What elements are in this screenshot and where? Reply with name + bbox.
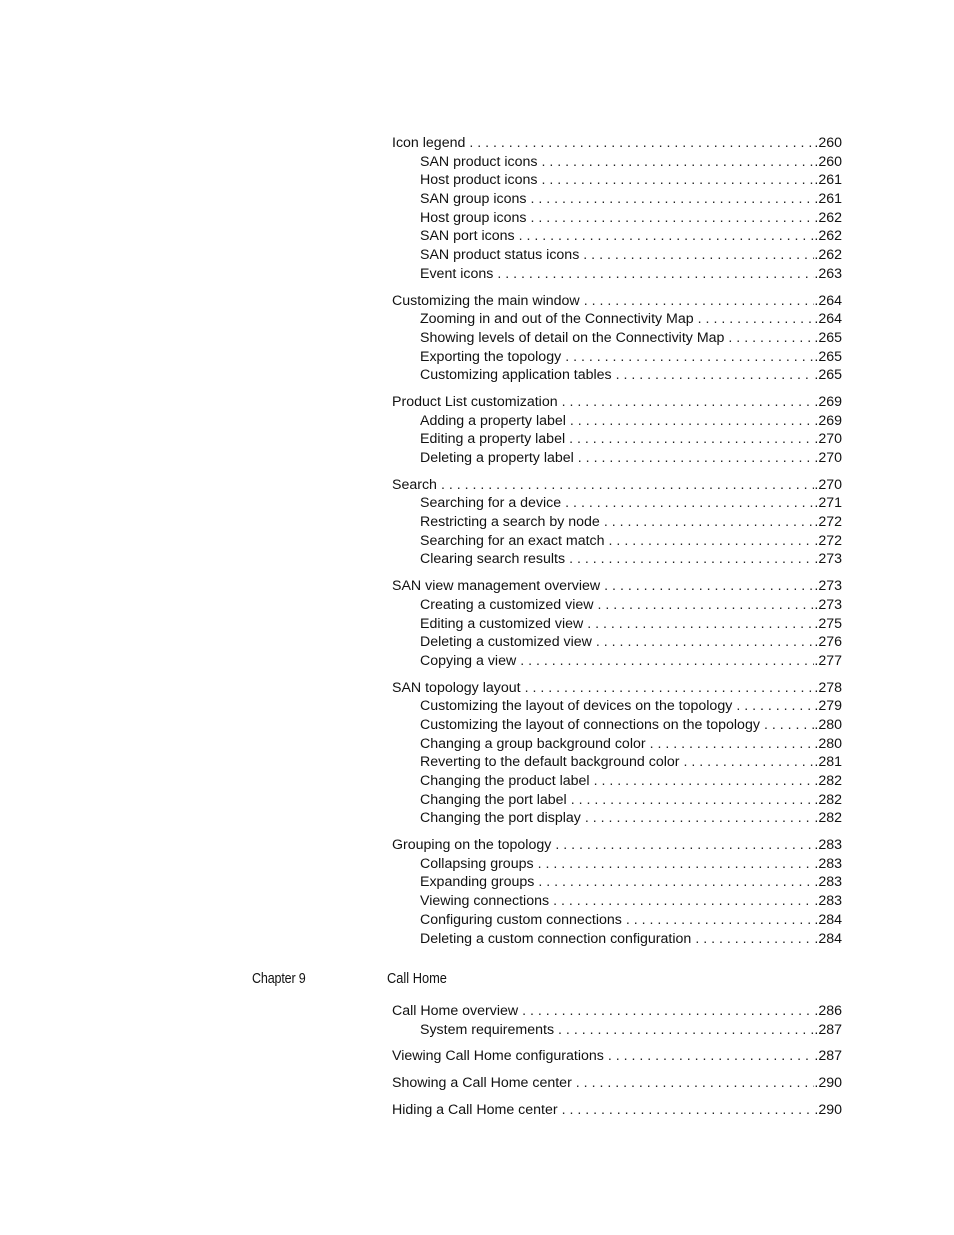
- toc-subentry[interactable]: [392, 246, 842, 265]
- toc-page-number: .264: [814, 311, 842, 328]
- dot-leader: [441, 476, 814, 495]
- toc-entry-title: Reverting to the default background color: [420, 754, 680, 771]
- toc-subentry[interactable]: [392, 753, 842, 772]
- dot-leader: [597, 596, 814, 615]
- toc-entry-title: Showing levels of detail on the Connectivity Map: [420, 329, 725, 346]
- dot-leader: [608, 1047, 815, 1066]
- toc-subentry[interactable]: [392, 171, 842, 190]
- toc-subentry[interactable]: [392, 513, 842, 532]
- dot-leader: [604, 513, 815, 532]
- dot-leader: [553, 892, 814, 911]
- toc-entry-title: Changing the product label: [420, 773, 590, 789]
- toc-subentry[interactable]: [392, 227, 842, 246]
- toc-entry-title: Grouping on the topology: [392, 837, 552, 854]
- toc-subentry[interactable]: [392, 716, 842, 735]
- dot-leader: [519, 227, 815, 246]
- dot-leader: [764, 716, 814, 735]
- toc-entry-title: Restricting a search by node: [420, 514, 600, 531]
- toc-entry-title: SAN product icons: [420, 153, 538, 170]
- toc-subentry[interactable]: [392, 1021, 842, 1040]
- dot-leader: [587, 615, 814, 634]
- dot-leader: [576, 1074, 815, 1093]
- toc-entry-title: Hiding a Call Home center: [392, 1101, 558, 1118]
- toc-page-number: .260: [814, 135, 842, 151]
- dot-leader: [520, 652, 814, 671]
- dot-leader: [569, 550, 814, 569]
- toc-subentry[interactable]: [392, 153, 842, 172]
- toc-page-number: .270: [814, 450, 842, 466]
- toc-subentry[interactable]: [392, 930, 842, 949]
- toc-entry-title: Customizing the layout of devices on the topology: [420, 698, 733, 715]
- toc-subentry[interactable]: [392, 366, 842, 385]
- toc-page-number: .283: [814, 874, 842, 891]
- toc-entry-title: SAN product status icons: [420, 247, 580, 264]
- toc-group: [392, 679, 842, 829]
- toc-entry[interactable]: [392, 393, 842, 412]
- toc-entry[interactable]: [392, 1101, 842, 1120]
- toc-subentry[interactable]: [392, 190, 842, 209]
- toc-entry-title: SAN group icons: [420, 191, 527, 208]
- toc-group: [392, 393, 842, 468]
- toc-subentry[interactable]: [392, 348, 842, 367]
- dot-leader: [584, 292, 815, 311]
- toc-entry-title: System requirements: [420, 1021, 555, 1038]
- dot-leader: [530, 190, 814, 209]
- toc-subentry[interactable]: [392, 265, 842, 284]
- dot-leader: [609, 532, 815, 551]
- toc-group: [392, 1047, 842, 1066]
- toc-subentry[interactable]: [392, 892, 842, 911]
- toc-entry[interactable]: [392, 679, 842, 698]
- dot-leader: [695, 930, 814, 949]
- toc-page-number: .265: [814, 329, 842, 346]
- toc-entry-title: Product List customization: [392, 393, 558, 410]
- toc-entry[interactable]: [392, 577, 842, 596]
- dot-leader: [650, 735, 815, 754]
- toc-page-number: .261: [814, 172, 842, 189]
- toc-subentry[interactable]: [392, 697, 842, 716]
- toc-subentry[interactable]: [392, 310, 842, 329]
- toc-entry-title: Viewing Call Home configurations: [392, 1048, 604, 1065]
- dot-leader: [569, 430, 814, 449]
- dot-leader: [596, 633, 814, 652]
- toc-entry-title: Configuring custom connections: [420, 911, 622, 928]
- toc-page-number: .281: [814, 754, 842, 771]
- dot-leader: [698, 310, 815, 329]
- toc-subentry[interactable]: [392, 615, 842, 634]
- dot-leader: [530, 209, 814, 228]
- toc-entry-title: Deleting a property label: [420, 450, 574, 466]
- toc-page-number: .284: [814, 930, 842, 947]
- dot-leader: [585, 809, 814, 828]
- toc-entry-title: Adding a property label: [420, 412, 566, 429]
- dot-leader: [565, 348, 814, 367]
- dot-leader: [570, 412, 814, 431]
- toc-page-number: .273: [814, 578, 842, 595]
- toc-page-number: .282: [814, 810, 842, 827]
- toc-group: [392, 836, 842, 948]
- chapter-heading: [252, 971, 852, 993]
- dot-leader: [583, 246, 814, 265]
- toc-group: [392, 134, 842, 284]
- toc-entry-title: Editing a customized view: [420, 615, 584, 632]
- dot-leader: [525, 679, 815, 698]
- toc-page-number: .283: [814, 893, 842, 910]
- toc-subentry[interactable]: [392, 772, 842, 791]
- toc-entry-title: Call Home overview: [392, 1003, 519, 1019]
- toc-entry-title: Customizing application tables: [420, 367, 612, 384]
- toc-entry[interactable]: [392, 476, 842, 495]
- toc-entry-title: Expanding groups: [420, 874, 535, 891]
- toc-subentry[interactable]: [392, 329, 842, 348]
- toc-page-number: .269: [814, 393, 842, 410]
- toc-page-number: .261: [814, 191, 842, 208]
- toc-page-number: .287: [814, 1048, 842, 1065]
- toc-group: [392, 292, 842, 385]
- toc-entry-title: Search: [392, 476, 437, 493]
- toc-entry-title: Customizing the layout of connections on the topology: [420, 716, 760, 733]
- toc-page-number: .262: [814, 228, 842, 245]
- toc-page-number: .271: [814, 495, 842, 512]
- toc-entry-title: Collapsing groups: [420, 855, 534, 872]
- toc-subentry[interactable]: [392, 652, 842, 671]
- dot-leader: [522, 1002, 814, 1021]
- toc-section-call-home: [392, 1002, 842, 1127]
- chapter-label: Chapter 9: [252, 971, 306, 987]
- toc-page-number: .273: [814, 551, 842, 568]
- dot-leader: [542, 171, 815, 190]
- toc-page-number: .290: [814, 1101, 842, 1118]
- toc-subentry[interactable]: [392, 791, 842, 810]
- dot-leader: [562, 393, 815, 412]
- dot-leader: [558, 1021, 814, 1040]
- dot-leader: [578, 449, 815, 468]
- toc-entry-title: Host product icons: [420, 172, 538, 189]
- toc-group: [392, 1002, 842, 1039]
- toc-entry-title: Changing a group background color: [420, 735, 646, 752]
- toc-entry-title: Deleting a custom connection configuration: [420, 930, 692, 947]
- toc-page-number: .273: [814, 596, 842, 613]
- toc-subentry[interactable]: [392, 430, 842, 449]
- toc-subentry[interactable]: [392, 596, 842, 615]
- toc-page-number: .277: [814, 652, 842, 669]
- toc-entry-title: Viewing connections: [420, 893, 550, 910]
- toc-entry[interactable]: [392, 1002, 842, 1021]
- toc-subentry[interactable]: [392, 449, 842, 468]
- toc-page-number: .284: [814, 911, 842, 928]
- toc-section-main: [392, 134, 842, 956]
- dot-leader: [626, 911, 814, 930]
- toc-subentry[interactable]: [392, 633, 842, 652]
- dot-leader: [555, 836, 814, 855]
- dot-leader: [562, 1101, 815, 1120]
- toc-entry-title: Editing a property label: [420, 431, 566, 448]
- toc-entry-title: Exporting the topology: [420, 348, 562, 365]
- dot-leader: [469, 134, 814, 153]
- toc-page-number: .265: [814, 367, 842, 384]
- toc-page-number: .290: [814, 1075, 842, 1092]
- dot-leader: [538, 855, 815, 874]
- toc-page-number: .276: [814, 634, 842, 651]
- toc-subentry[interactable]: [392, 855, 842, 874]
- toc-subentry[interactable]: [392, 911, 842, 930]
- toc-page-number: .275: [814, 615, 842, 632]
- dot-leader: [542, 153, 815, 172]
- toc-entry-title: Event icons: [420, 265, 494, 282]
- toc-entry[interactable]: [392, 836, 842, 855]
- dot-leader: [538, 873, 814, 892]
- toc-entry-title: SAN view management overview: [392, 578, 601, 595]
- toc-page-number: .272: [814, 532, 842, 549]
- toc-subentry[interactable]: [392, 494, 842, 513]
- toc-subentry[interactable]: [392, 735, 842, 754]
- toc-subentry[interactable]: [392, 809, 842, 828]
- toc-page-number: .287: [814, 1021, 842, 1038]
- toc-page-number: .283: [814, 837, 842, 854]
- toc-group: [392, 476, 842, 569]
- toc-entry[interactable]: [392, 134, 842, 153]
- chapter-title: Call Home: [387, 971, 447, 987]
- toc-subentry[interactable]: [392, 550, 842, 569]
- toc-subentry[interactable]: [392, 532, 842, 551]
- toc-entry-title: SAN port icons: [420, 228, 515, 245]
- toc-page-number: .262: [814, 209, 842, 226]
- toc-entry-title: Icon legend: [392, 135, 466, 151]
- toc-page-number: .269: [814, 412, 842, 429]
- toc-group: [392, 577, 842, 670]
- toc-subentry[interactable]: [392, 209, 842, 228]
- toc-entry-title: Searching for a device: [420, 495, 562, 512]
- toc-page-number: .282: [814, 791, 842, 808]
- toc-group: [392, 1074, 842, 1093]
- dot-leader: [565, 494, 814, 513]
- toc-page-number: .283: [814, 855, 842, 872]
- toc-entry-title: Showing a Call Home center: [392, 1075, 572, 1092]
- toc-entry-title: Customizing the main window: [392, 292, 580, 309]
- toc-page-number: .272: [814, 514, 842, 531]
- toc-entry-title: Searching for an exact match: [420, 532, 605, 549]
- toc-page-number: .280: [814, 716, 842, 733]
- toc-entry-title: SAN topology layout: [392, 679, 521, 696]
- toc-page-number: .265: [814, 348, 842, 365]
- toc-subentry[interactable]: [392, 873, 842, 892]
- toc-page-number: .262: [814, 247, 842, 264]
- toc-entry[interactable]: [392, 1074, 842, 1093]
- toc-page-number: .280: [814, 735, 842, 752]
- dot-leader: [683, 753, 814, 772]
- toc-entry-title: Copying a view: [420, 652, 517, 669]
- toc-page-number: .286: [814, 1003, 842, 1019]
- toc-entry-title: Host group icons: [420, 209, 527, 226]
- toc-entry[interactable]: [392, 292, 842, 311]
- toc-entry[interactable]: [392, 1047, 842, 1066]
- toc-page-number: .282: [814, 773, 842, 789]
- dot-leader: [497, 265, 814, 284]
- dot-leader: [604, 577, 814, 596]
- dot-leader: [571, 791, 815, 810]
- toc-page-number: .260: [814, 153, 842, 170]
- dot-leader: [728, 329, 814, 348]
- toc-entry-title: Changing the port display: [420, 810, 581, 827]
- dot-leader: [594, 772, 815, 791]
- dot-leader: [736, 697, 814, 716]
- toc-page-number: .270: [814, 476, 842, 493]
- toc-entry-title: Changing the port label: [420, 791, 567, 808]
- toc-group: [392, 1101, 842, 1120]
- toc-entry-title: Zooming in and out of the Connectivity Map: [420, 311, 694, 328]
- toc-entry-title: Creating a customized view: [420, 596, 594, 613]
- toc-page-number: .263: [814, 265, 842, 282]
- toc-page-number: .278: [814, 679, 842, 696]
- toc-subentry[interactable]: [392, 412, 842, 431]
- toc-page-number: .264: [814, 292, 842, 309]
- toc-entry-title: Clearing search results: [420, 551, 566, 568]
- toc-page-number: .270: [814, 431, 842, 448]
- toc-entry-title: Deleting a customized view: [420, 634, 592, 651]
- toc-page-number: .279: [814, 698, 842, 715]
- dot-leader: [616, 366, 815, 385]
